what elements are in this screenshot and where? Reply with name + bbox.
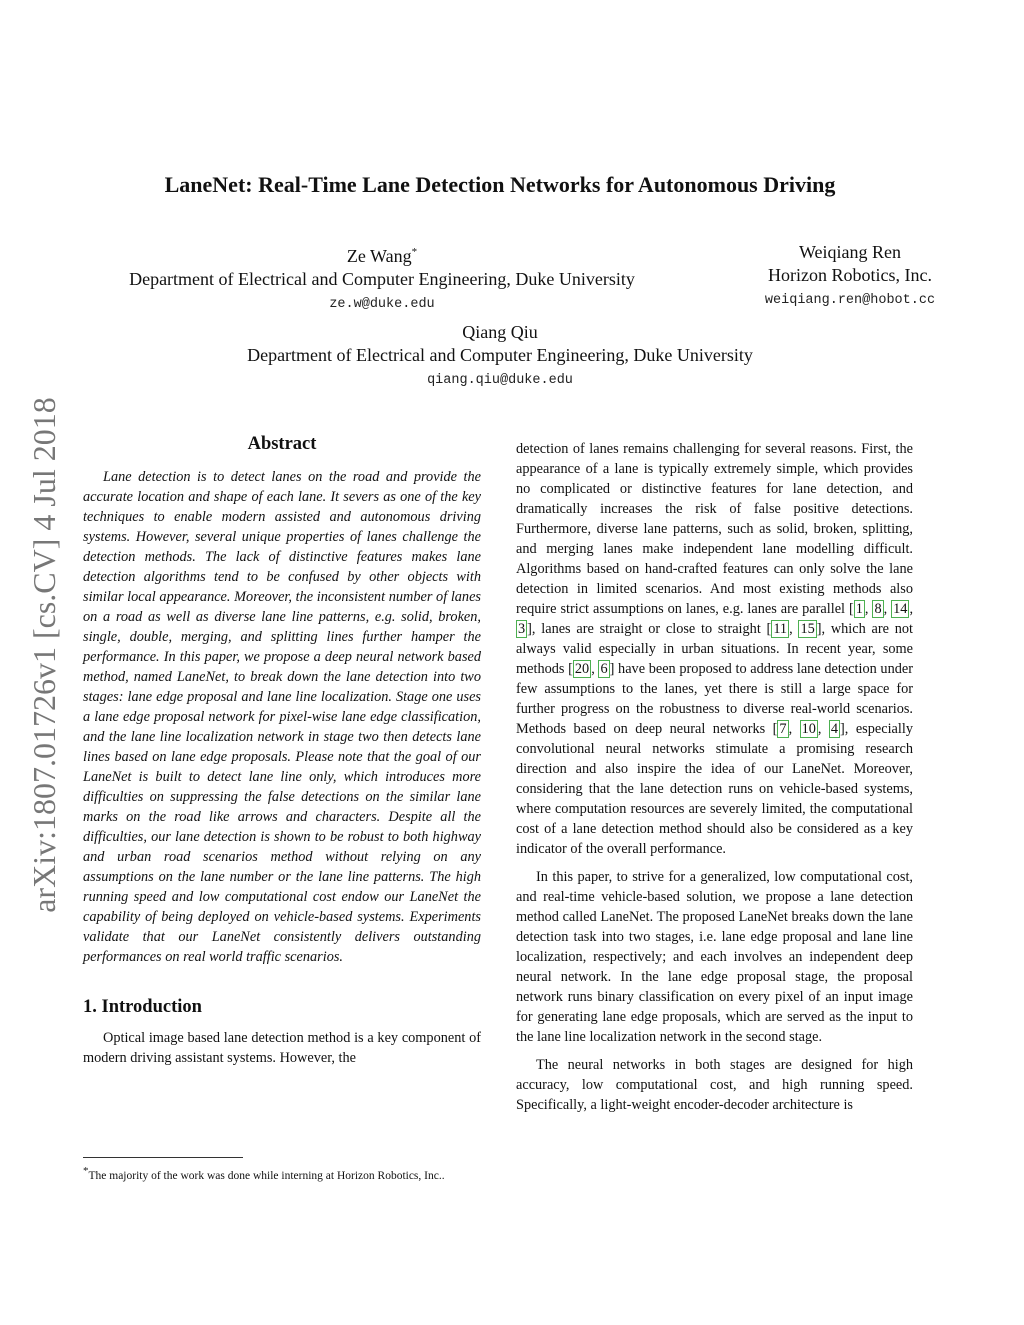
citation-link[interactable]: 14 [893, 601, 908, 617]
abstract-text: Lane detection is to detect lanes on the road and provide the accurate location and shape of each lane. It severs as one of the key techniques to enable modern assisted and autonomous driving systems. However, several unique properties of lanes challenge the detection methods. The lack of distinctive features makes lane detection algorithms tend to be confused by other objects with similar local appearance. Moreover, the inconsistent number of lanes on a road as well as diverse lane line patterns, e.g. solid, broken, single, double, merging, and splitting lines further hamper the performance. In this paper, we propose a deep neural network based method, named LaneNet, to break down the lane detection into two stages: lane edge proposal and lane line localization. Stage one uses a lane edge proposal network for pixel-wise lane edge classification, and the lane line localization network in stage two then detects lane lines based on lane edge proposals. Please note that the goal of our LaneNet is built to detect lane line only, which introduces more difficulties on suppressing the false detections on the similar lane marks on the road like arrows and characters. Despite all the difficulties, our lane detection is shown to be robust to both highway and urban road scenarios method without relying on any assumptions on the lane number or the lane line patterns. The high running speed and low computational cost endow our LaneNet the capability of being deployed on vehicle-based systems. Experiments validate that our LaneNet consistently delivers outstanding performances on real world traffic scenarios. [83, 469, 481, 965]
paper-title: LaneNet: Real-Time Lane Detection Networks for Autonomous Driving [164, 172, 836, 197]
author-email[interactable]: ze.w@duke.edu [329, 297, 435, 312]
citation-link[interactable]: 11 [773, 621, 788, 637]
footnote-text: *The majority of the work was done while interning at Horizon Robotics, Inc.. [83, 1165, 445, 1182]
body-paragraph: In this paper, to strive for a generalized, low computational cost, and real-time vehicle-based solution, we propose a lane detection method called LaneNet. The proposed LaneNet breaks down the lane detection task into two stages, i.e. lane edge proposal and lane line localization, respectively; and each involves an independent deep neural network. In the lane edge proposal stage, the proposal network runs binary classification on every pixel of an input image for generating lane edge proposals, which are served as the input to the lane line localization network in the second stage. [516, 869, 913, 1045]
arxiv-stamp-text: arXiv:1807.01726v1 [cs.CV] 4 Jul 2018 [26, 397, 62, 913]
citation-link[interactable]: 3 [518, 621, 526, 637]
section-heading-introduction: 1. Introduction [83, 997, 202, 1017]
right-column [516, 439, 913, 1115]
intro-paragraph: Optical image based lane detection method is a key component of modern driving assistant systems. However, the [83, 1030, 481, 1066]
citation-link[interactable]: 10 [801, 721, 816, 737]
author-affiliation: Department of Electrical and Computer Engineering, Duke University [129, 269, 635, 289]
citation-link[interactable]: 20 [574, 661, 590, 677]
body-paragraph: The neural networks in both stages are designed for high accuracy, low computational cost, and high running speed. Specifically, a light-weight encoder-decoder architecture is [516, 1057, 913, 1113]
author-block-1 [90, 241, 674, 316]
citation-link[interactable]: 4 [830, 721, 839, 737]
author-email[interactable]: qiang.qiu@duke.edu [427, 373, 573, 388]
footnote-rule [83, 1157, 243, 1158]
footnote [83, 1157, 481, 1185]
citation-link[interactable]: 6 [600, 661, 608, 677]
author-block-3 [160, 321, 840, 392]
arxiv-stamp [20, 375, 68, 935]
citation-link[interactable]: 1 [855, 601, 863, 617]
author-affiliation: Department of Electrical and Computer Engineering, Duke University [247, 345, 753, 365]
citation-link[interactable]: 15 [800, 621, 815, 637]
footnote-mark: * [83, 1165, 89, 1177]
left-column [83, 434, 481, 1068]
author-email[interactable]: weiqiang.ren@hobot.cc [764, 293, 936, 308]
author-name: Ze Wang* [346, 246, 418, 266]
author-name: Qiang Qiu [462, 322, 538, 342]
author-block-2 [690, 241, 1010, 312]
footnote-mark: * [411, 246, 418, 258]
author-name: Weiqiang Ren [798, 242, 902, 262]
author-affiliation: Horizon Robotics, Inc. [768, 265, 932, 285]
citation-link[interactable]: 7 [779, 721, 787, 737]
body-paragraph: detection of lanes remains challenging for several reasons. First, the appearance of a lane is typically extremely simple, which provides no complicated or distinctive features for lane detection, and dramatically increases the risk of false positive detections. Furthermore, diverse lane patterns, such as solid, broken, splitting, and merging lanes make independent lane modelling difficult. Algorithms based on hand-crafted features can only solve the lane detection in limited scenarios. And most existing methods also require strict assumptions on lanes, e.g. lanes are parallel [ 1 , 8 , 14 , 3 ], lanes are straight or close to straight [ 11 , 15 ], which are not always valid especially in urban situations. In recent year, some methods [ 20 , 6 ] have been proposed to address lane detection under few assumptions to the lanes, yet there is still a large space for further progress on the robustness to diverse real-world scenarios. Methods based on deep neural networks [ 7 , 10 , 4 ], especially convolutional neural networks stimulate a promising research direction and also inspire the idea of our LaneNet. Moreover, considering that the lane detection runs on vehicle-based systems, where computation resources are severely limited, the computational cost of a lane detection method should also be considered as a key indicator of the overall performance. [516, 441, 914, 857]
abstract-heading: Abstract [247, 434, 317, 454]
citation-link[interactable]: 8 [874, 601, 882, 617]
